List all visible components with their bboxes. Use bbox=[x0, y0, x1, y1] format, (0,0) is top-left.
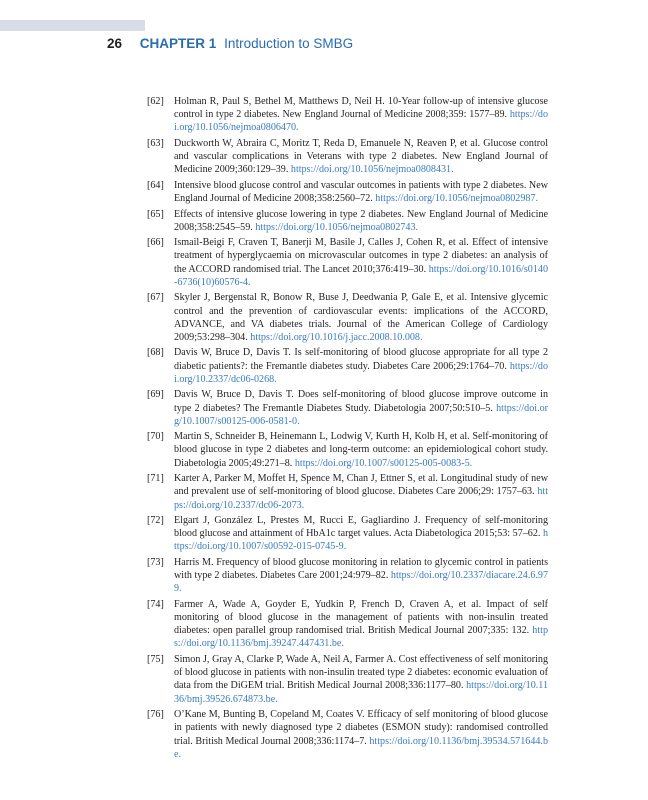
reference-text: O’Kane M, Bunting B, Copeland M, Coates V. Efficacy of self monitoring of blood glucose in patients with newly diagnosed type 2 diabetes (ESMON study): randomised controlled trial. British Medical Journal 2008;336:1174–7. bbox=[174, 709, 548, 747]
reference-item bbox=[147, 291, 548, 344]
reference-list bbox=[147, 95, 548, 763]
reference-number: [74] bbox=[147, 598, 164, 610]
doi-link[interactable]: https://doi.org/10.1056/nejmoa0806470. bbox=[174, 109, 548, 134]
reference-item bbox=[147, 208, 548, 234]
reference-text: Davis W, Bruce D, Davis T. Is self-monitoring of blood glucose appropriate for all type 2 diabetic patients?: the Fremantle diabetes study. Diabetes Care 2006;29:1764–70. bbox=[174, 347, 548, 372]
doi-link[interactable]: https://doi.org/10.1016/s0140-6736(10)60576-4. bbox=[174, 263, 548, 288]
reference-item bbox=[147, 137, 548, 177]
reference-item bbox=[147, 95, 548, 135]
reference-number: [72] bbox=[147, 515, 164, 527]
reference-item bbox=[147, 346, 548, 386]
reference-number: [75] bbox=[147, 653, 164, 665]
reference-number: [68] bbox=[147, 347, 164, 359]
reference-item bbox=[147, 472, 548, 512]
reference-number: [62] bbox=[147, 96, 164, 107]
reference-number: [66] bbox=[147, 237, 164, 249]
reference-text: Effects of intensive glucose lowering in type 2 diabetes. New England Journal of Medicine 2008;358:2545–59. bbox=[174, 208, 548, 233]
reference-item bbox=[147, 236, 548, 289]
doi-link[interactable]: https://doi.org/10.2337/diacare.24.6.979. bbox=[174, 570, 548, 595]
running-head bbox=[107, 36, 353, 52]
reference-number: [76] bbox=[147, 709, 164, 721]
reference-number: [71] bbox=[147, 473, 164, 485]
doi-link[interactable]: https://doi.org/10.1056/nejmoa0802987. bbox=[375, 193, 539, 205]
reference-number: [70] bbox=[147, 431, 164, 443]
reference-item bbox=[147, 430, 548, 470]
reference-number: [67] bbox=[147, 292, 164, 304]
reference-text: Duckworth W, Abraira C, Moritz T, Reda D, Emanuele N, Reaven P, et al. Glucose control and vascular complications in Veterans with type 2 diabetes. New England Journal of Medicine 2009;360:129–39. bbox=[174, 137, 548, 176]
doi-link[interactable]: https://doi.org/10.1136/bmj.39247.447431.be. bbox=[174, 625, 548, 650]
doi-link[interactable]: https://doi.org/10.1136/bmj.39534.571644.be. bbox=[174, 735, 548, 760]
reference-text: Karter A, Parker M, Moffet H, Spence M, Chan J, Ettner S, et al. Longitudinal study of new and prevalent use of self-monitoring of blood glucose. Diabetes Care 2006;29: 1757–63. bbox=[174, 473, 548, 498]
reference-number: [69] bbox=[147, 389, 164, 401]
page-number: 26 bbox=[107, 36, 123, 51]
reference-item bbox=[147, 179, 548, 205]
reference-text: Farmer A, Wade A, Goyder E, Yudkin P, French D, Craven A, et al. Impact of self monitoring of blood glucose in the management of patients with non-insulin treated diabetes: open parallel group randomised trial. British Medical Journal 2007;335: 132. bbox=[174, 598, 548, 637]
reference-text: Holman R, Paul S, Bethel M, Matthews D, Neil H. 10-Year follow-up of intensive glucose control in type 2 diabetes. New England Journal of Medicine 2008;359: 1577–89. bbox=[174, 96, 548, 121]
reference-item bbox=[147, 708, 548, 761]
reference-number: [64] bbox=[147, 179, 164, 191]
reference-text: Martin S, Schneider B, Heinemann L, Lodwig V, Kurth H, Kolb H, et al. Self-monitoring of blood glucose in type 2 diabetes and long-term outcome: an epidemiological cohort study. Diabetologia 2005;49:271–8. bbox=[174, 431, 548, 469]
doi-link[interactable]: https://doi.org/10.1007/s00125-006-0581-0. bbox=[174, 402, 548, 427]
reference-text: Elgart J, González L, Prestes M, Rucci E, Gagliardino J. Frequency of self-monitoring blood glucose and attainment of HbA1c target values. Acta Diabetologica 2015;53: 57–62. bbox=[174, 515, 548, 540]
doi-link[interactable]: https://doi.org/10.1056/nejmoa0802743. bbox=[255, 221, 419, 233]
reference-number: [65] bbox=[147, 208, 164, 220]
chapter-title: Introduction to SMBG bbox=[224, 36, 354, 51]
reference-text: Intensive blood glucose control and vascular outcomes in patients with type 2 diabetes. New England Journal of Medicine 2008;358:2560–72. bbox=[174, 179, 548, 205]
doi-link[interactable]: https://doi.org/10.1016/j.jacc.2008.10.008. bbox=[250, 331, 423, 343]
reference-item bbox=[147, 514, 548, 554]
doi-link[interactable]: https://doi.org/10.1136/bmj.39526.674873.be. bbox=[174, 680, 548, 705]
reference-text: Harris M. Frequency of blood glucose monitoring in relation to glycemic control in patients with type 2 diabetes. Diabetes Care 2001;24:979–82. bbox=[174, 556, 548, 582]
reference-item bbox=[147, 388, 548, 428]
header-accent-bar bbox=[0, 20, 145, 31]
doi-link[interactable]: https://doi.org/10.1007/s00592-015-0745-9. bbox=[174, 528, 548, 553]
reference-text: Ismail-Beigi F, Craven T, Banerji M, Basile J, Calles J, Cohen R, et al. Effect of intensive treatment of hyperglycaemia on microvascular outcomes in type 2 diabetes: an analysis of the ACCORD randomised trial. The Lancet 2010;376:419–30. bbox=[174, 237, 548, 275]
doi-link[interactable]: https://doi.org/10.2337/dc06-0268. bbox=[174, 360, 548, 385]
doi-link[interactable]: https://doi.org/10.1056/nejmoa0808431. bbox=[290, 164, 454, 176]
reference-item bbox=[147, 556, 548, 596]
reference-number: [63] bbox=[147, 137, 164, 149]
reference-number: [73] bbox=[147, 556, 164, 568]
doi-link[interactable]: https://doi.org/10.1007/s00125-005-0083-5. bbox=[294, 457, 473, 469]
reference-text: Skyler J, Bergenstal R, Bonow R, Buse J, Deedwania P, Gale E, et al. Intensive glycemic control and the prevention of cardiovascular events: implications of the ACCORD, ADVANCE, and VA diabetes trials. Journal of the American College of Cardiology 2009;53:298–304. bbox=[174, 292, 548, 343]
reference-item bbox=[147, 653, 548, 706]
reference-text: Davis W, Bruce D, Davis T. Does self-monitoring of blood glucose improve outcome in type 2 diabetes? The Fremantle Diabetes Study. Diabetologia 2007;50:510–5. bbox=[174, 389, 548, 414]
doi-link[interactable]: https://doi.org/10.2337/dc06-2073. bbox=[174, 486, 548, 511]
chapter-label: CHAPTER 1 bbox=[139, 36, 217, 51]
reference-item bbox=[147, 598, 548, 651]
reference-text: Simon J, Gray A, Clarke P, Wade A, Neil A, Farmer A. Cost effectiveness of self monitoring of blood glucose in patients with non-insulin treated type 2 diabetes: economic evaluation of data from the DiGEM trial. British Medical Journal 2008;336:1177–80. bbox=[174, 653, 548, 692]
